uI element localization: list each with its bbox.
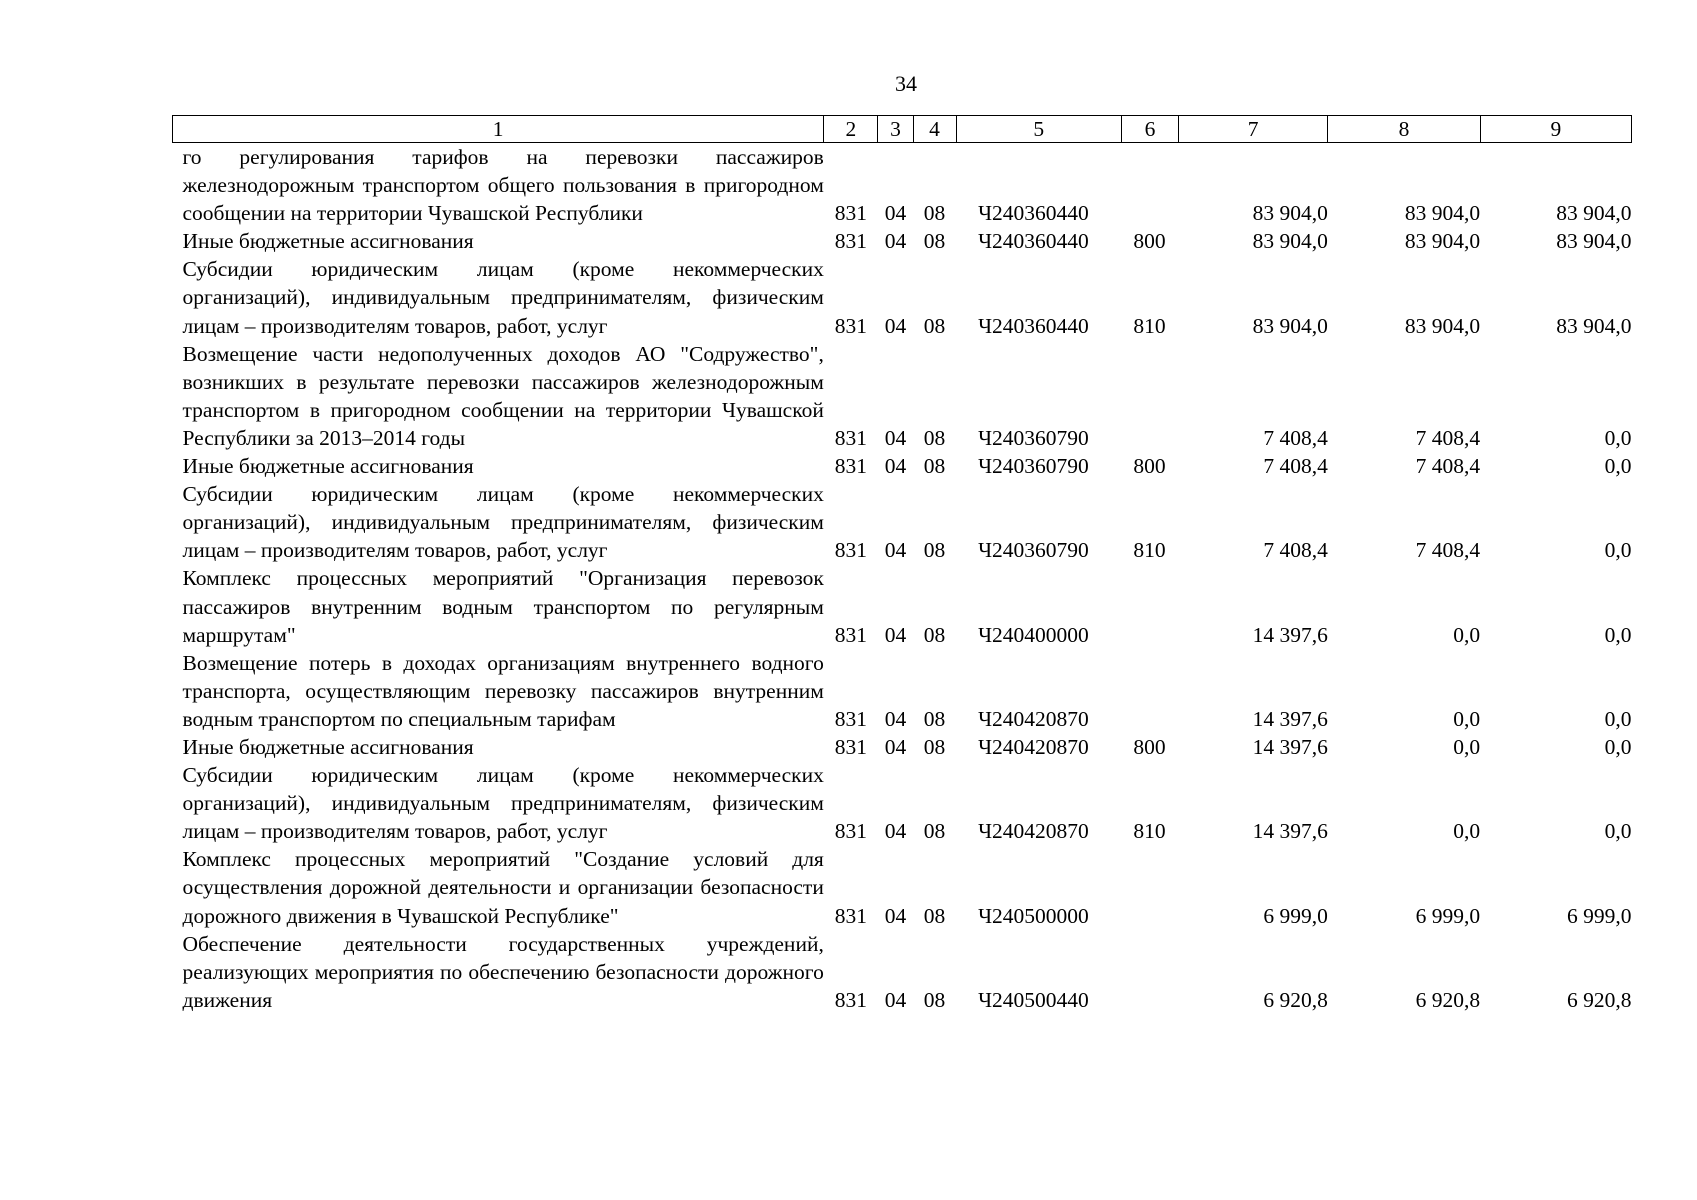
row-amount-col9: 0,0 [1604,819,1632,844]
row-expense-type: 810 [1133,819,1166,844]
header-row [173,116,1632,143]
table-row [173,733,1632,761]
row-amount-col9: 0,0 [1604,706,1632,731]
row-name: го регулирования тарифов на перевозки пассажиров железнодорожным транспортом общего пользования в пригородном сообщении на территории Чувашской Республики [182,145,824,226]
row-csr-code: 831 [834,229,867,254]
row-target-article: Ч240360790 [978,454,1089,479]
row-expense-type: 800 [1133,454,1166,479]
table-row [173,564,1632,648]
row-name: Комплекс процессных мероприятий "Организация перевозок пассажиров внутренним водным транспортом по регулярным маршрутам" [182,566,824,647]
row-name: Возмещение потерь в доходах организациям внутреннего водного транспорта, осуществляющим перевозку пассажиров внутренним водным транспортом по специальным тарифам [182,650,824,731]
row-amount-col7: 83 904,0 [1252,313,1328,338]
row-amount-col8: 83 904,0 [1404,313,1481,338]
budget-table [172,115,1632,1014]
row-expense-type [1121,340,1178,452]
row-amount-col7: 83 904,0 [1252,201,1328,226]
row-amount-col8: 7 408,4 [1415,454,1481,479]
row-amount-col7: 7 408,4 [1263,425,1328,450]
row-amount-col7: 83 904,0 [1252,229,1328,254]
table-header [173,116,1632,143]
row-section: 04 [884,229,907,254]
row-amount-col7: 14 397,6 [1252,622,1328,647]
row-target-article: Ч240360440 [978,201,1089,226]
row-amount-col8: 0,0 [1453,706,1481,731]
row-subsection: 08 [923,454,946,479]
row-expense-type: 800 [1133,734,1166,759]
row-name: Иные бюджетные ассигнования [182,229,474,254]
row-amount-col9: 6 920,8 [1567,987,1632,1012]
row-amount-col7: 14 397,6 [1252,734,1328,759]
header-cell-2: 2 [824,116,878,143]
table-row [173,452,1632,480]
row-amount-col9: 6 999,0 [1567,903,1632,928]
header-cell-4: 4 [913,116,956,143]
header-cell-6: 6 [1121,116,1178,143]
row-section: 04 [884,706,907,731]
row-target-article: Ч240360440 [978,229,1089,254]
header-cell-7: 7 [1179,116,1328,143]
row-csr-code: 831 [834,706,867,731]
row-expense-type [1121,564,1178,648]
header-cell-8: 8 [1328,116,1480,143]
row-name: Возмещение части недополученных доходов АО "Содружество", возникших в результате перевозки пассажиров железнодорожным транспортом в пригородном сообщении на территории Чувашской Республики за 2013–2014 годы [182,341,824,450]
row-csr-code: 831 [834,903,867,928]
row-amount-col8: 6 999,0 [1415,903,1481,928]
row-expense-type: 800 [1133,229,1166,254]
row-expense-type [1121,143,1178,228]
table-row [173,761,1632,845]
row-subsection: 08 [923,706,946,731]
row-amount-col9: 0,0 [1604,734,1632,759]
row-amount-col9: 83 904,0 [1556,201,1632,226]
table-row [173,480,1632,564]
row-name: Иные бюджетные ассигнования [182,454,474,479]
row-target-article: Ч240400000 [978,622,1089,647]
row-subsection: 08 [923,903,946,928]
row-csr-code: 831 [834,819,867,844]
row-expense-type [1121,930,1178,1014]
row-expense-type: 810 [1133,538,1166,563]
row-csr-code: 831 [834,734,867,759]
table-row [173,649,1632,733]
row-expense-type [1121,845,1178,929]
row-subsection: 08 [923,425,946,450]
row-section: 04 [884,201,907,226]
row-subsection: 08 [923,819,946,844]
row-amount-col9: 83 904,0 [1556,229,1632,254]
page-number: 34 [895,71,917,96]
row-target-article: Ч240360440 [978,313,1089,338]
row-subsection: 08 [923,229,946,254]
row-section: 04 [884,313,907,338]
table-body [173,143,1632,1014]
table-row [173,340,1632,452]
row-expense-type: 810 [1133,313,1166,338]
row-section: 04 [884,538,907,563]
row-section: 04 [884,425,907,450]
row-amount-col7: 6 999,0 [1263,903,1328,928]
row-amount-col7: 6 920,8 [1263,987,1328,1012]
row-target-article: Ч240420870 [978,734,1089,759]
row-section: 04 [884,819,907,844]
row-name: Обеспечение деятельности государственных учреждений, реализующих мероприятия по обеспечению безопасности дорожного движения [182,931,824,1012]
row-subsection: 08 [923,201,946,226]
row-target-article: Ч240420870 [978,819,1089,844]
row-amount-col9: 83 904,0 [1556,313,1632,338]
row-amount-col7: 14 397,6 [1252,706,1328,731]
table-row [173,143,1632,228]
header-cell-3: 3 [878,116,913,143]
table-row [173,227,1632,255]
row-name: Субсидии юридическим лицам (кроме некоммерческих организаций), индивидуальным предпринимателям, физическим лицам – производителям товаров, работ, услуг [182,482,824,563]
row-target-article: Ч240500000 [978,903,1089,928]
row-target-article: Ч240360790 [978,538,1089,563]
row-csr-code: 831 [834,313,867,338]
row-amount-col8: 0,0 [1453,622,1481,647]
row-name: Иные бюджетные ассигнования [182,734,474,759]
row-csr-code: 831 [834,201,867,226]
row-csr-code: 831 [834,538,867,563]
row-target-article: Ч240360790 [978,425,1089,450]
row-name: Субсидии юридическим лицам (кроме некоммерческих организаций), индивидуальным предпринимателям, физическим лицам – производителям товаров, работ, услуг [182,257,824,338]
row-csr-code: 831 [834,987,867,1012]
row-target-article: Ч240500440 [978,987,1089,1012]
row-amount-col8: 7 408,4 [1415,425,1481,450]
row-csr-code: 831 [834,425,867,450]
row-target-article: Ч240420870 [978,706,1089,731]
row-amount-col8: 83 904,0 [1404,201,1481,226]
row-amount-col9: 0,0 [1604,454,1632,479]
row-section: 04 [884,734,907,759]
row-amount-col8: 7 408,4 [1415,538,1481,563]
row-section: 04 [884,622,907,647]
table-row [173,845,1632,929]
table-row [173,255,1632,339]
row-section: 04 [884,903,907,928]
table-row [173,930,1632,1014]
row-amount-col8: 6 920,8 [1415,987,1481,1012]
row-subsection: 08 [923,313,946,338]
row-subsection: 08 [923,987,946,1012]
row-amount-col7: 7 408,4 [1263,454,1328,479]
row-csr-code: 831 [834,622,867,647]
row-subsection: 08 [923,734,946,759]
row-expense-type [1121,649,1178,733]
header-cell-1: 1 [173,116,824,143]
row-amount-col9: 0,0 [1604,538,1632,563]
row-amount-col7: 7 408,4 [1263,538,1328,563]
row-section: 04 [884,987,907,1012]
row-amount-col7: 14 397,6 [1252,819,1328,844]
row-subsection: 08 [923,538,946,563]
row-amount-col9: 0,0 [1604,622,1632,647]
row-amount-col8: 83 904,0 [1404,229,1481,254]
header-cell-9: 9 [1480,116,1631,143]
row-name: Субсидии юридическим лицам (кроме некоммерческих организаций), индивидуальным предпринимателям, физическим лицам – производителям товаров, работ, услуг [182,763,824,844]
header-cell-5: 5 [956,116,1121,143]
row-name: Комплекс процессных мероприятий "Создание условий для осуществления дорожной деятельности и организации безопасности дорожного движения в Чувашской Республике" [182,847,824,928]
row-amount-col8: 0,0 [1453,734,1481,759]
row-subsection: 08 [923,622,946,647]
row-section: 04 [884,454,907,479]
row-amount-col8: 0,0 [1453,819,1481,844]
row-amount-col9: 0,0 [1604,425,1632,450]
row-csr-code: 831 [834,454,867,479]
